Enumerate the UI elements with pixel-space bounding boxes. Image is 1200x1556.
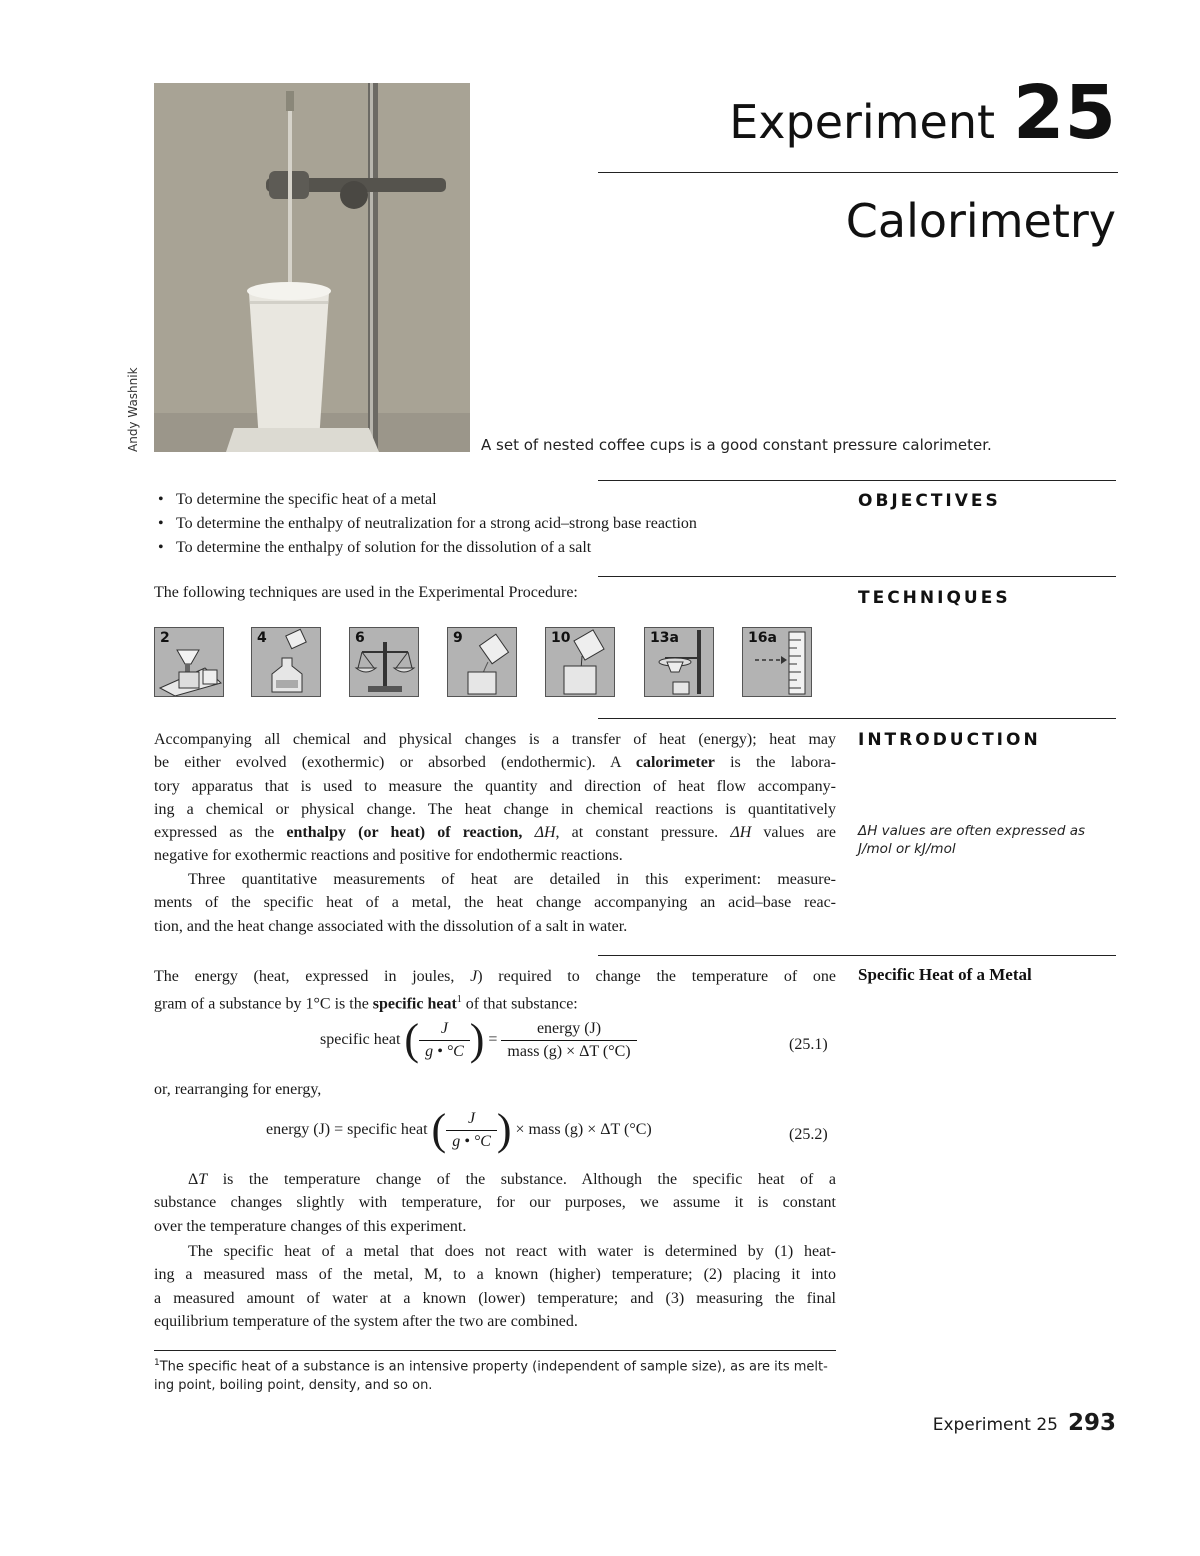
- term-specific-heat: specific heat: [372, 995, 457, 1013]
- techniques-intro: The following techniques are used in the Experimental Procedure:: [154, 584, 578, 601]
- technique-9: [447, 627, 517, 697]
- equation-number-25-2: (25.2): [789, 1126, 828, 1143]
- technique-number: 16a: [748, 630, 777, 646]
- photo-credit: Andy Washnik: [126, 367, 140, 452]
- header-rule: [598, 172, 1118, 173]
- footnote-ref: 1: [456, 994, 462, 1006]
- technique-number: 13a: [650, 630, 679, 646]
- equation-25-2: energy (J) = specific heat ( $\frac{J}{g • ^\circ C}$ ) × mass (g) × ΔT (°C): [266, 1105, 652, 1154]
- experiment-number: 25: [1013, 70, 1116, 156]
- technique-6: [349, 627, 419, 697]
- footer-label: Experiment 25: [932, 1415, 1058, 1435]
- term-enthalpy: enthalpy (or heat) of reaction,: [286, 824, 535, 842]
- objective-item: • To determine the enthalpy of solution for the dissolution of a salt: [154, 536, 844, 560]
- objective-item: • To determine the enthalpy of neutralization for a strong acid–strong base reaction: [154, 512, 844, 536]
- calorimeter-photo: [154, 83, 470, 452]
- specific-heat-heading: Specific Heat of a Metal: [858, 965, 1032, 984]
- equation-number-25-1: (25.1): [789, 1036, 828, 1053]
- footnote-rule: [154, 1350, 836, 1351]
- experiment-word: Experiment: [729, 95, 996, 149]
- technique-number: 2: [160, 630, 170, 646]
- technique-10: [545, 627, 615, 697]
- specific-heat-paragraph-1: The energy (heat, expressed in joules, J) required to change the temperature of one gram of a substance by 1°C is the specific heat$^1$ of that substance:: [154, 968, 837, 1013]
- page-number: 293: [1067, 1410, 1116, 1436]
- objective-item: • To determine the specific heat of a metal: [154, 488, 844, 512]
- technique-number: 10: [551, 630, 571, 646]
- objectives-heading: OBJECTIVES: [858, 491, 1001, 511]
- technique-2: [154, 627, 224, 697]
- equation-25-1: specific heat ( $\frac{J}{g • ^\circ C}$ ) = $\frac{\text{energy (J)}}{\text{mass (g) × ΔT (°C)}}$: [320, 1018, 637, 1062]
- techniques-heading: TECHNIQUES: [858, 588, 1011, 608]
- specific-heat-paragraph-2: ΔT is the temperature change of the substance. Although the specific heat of a substance changes slightly with temperature, for our purposes, we assume it is constant over the temperature changes of this experiment.: [154, 1171, 836, 1235]
- introduction-rule: [598, 718, 1116, 719]
- photo-caption: A set of nested coffee cups is a good constant pressure calorimeter.: [481, 436, 992, 454]
- chapter-title: Calorimetry: [845, 194, 1116, 248]
- margin-note: ΔH values are often expressed as J/mol or kJ/mol: [858, 823, 1086, 857]
- introduction-paragraph-1: Accompanying all chemical and physical changes is a transfer of heat (energy); heat may be either evolved (exothermic) or absorbed (endothermic). A calorimeter is the labora- tory apparatus that is used to measure the quantity and direction of heat flow accompany- ing a chemical or physical change. The heat change in chemical reactions is quantitatively expressed as the enthalpy (or heat) of reaction, ΔH, at constant pressure. ΔH values are negative for exothermic reactions and positive for endothermic reactions.: [154, 731, 837, 865]
- technique-number: 9: [453, 630, 463, 646]
- introduction-heading: INTRODUCTION: [858, 730, 1041, 750]
- objectives-rule: [598, 480, 1116, 481]
- objectives-list: [154, 488, 844, 560]
- experiment-heading: [729, 70, 1116, 156]
- page-footer: [933, 1410, 1116, 1436]
- term-calorimeter: calorimeter: [635, 754, 715, 772]
- specific-heat-rule: [598, 955, 1116, 956]
- introduction-paragraph-2: Three quantitative measurements of heat are detailed in this experiment: measure- ments of the specific heat of a metal, the heat change accompanying an acid–base reac- tion, and the heat change associated with the dissolution of a salt in water.: [154, 871, 836, 935]
- rearrange-text: or, rearranging for energy,: [154, 1081, 322, 1098]
- footnote: $^1$The specific heat of a substance is an intensive property (independent of sample size), as are its melt- ing point, boiling point, density, and so on.: [154, 1358, 828, 1394]
- specific-heat-paragraph-3: The specific heat of a metal that does not react with water is determined by (1) heat- ing a measured mass of the metal, M, to a known (higher) temperature; (2) placing it into a measured amount of water at a known (lower) temperature; and (3) measuring the final equilibrium temperature of the system after the two are combined.: [154, 1243, 836, 1330]
- techniques-rule: [598, 576, 1116, 577]
- technique-4: [251, 627, 321, 697]
- technique-number: 6: [355, 630, 365, 646]
- technique-number: 4: [257, 630, 267, 646]
- technique-16a: [742, 627, 812, 697]
- technique-13a: [644, 627, 714, 697]
